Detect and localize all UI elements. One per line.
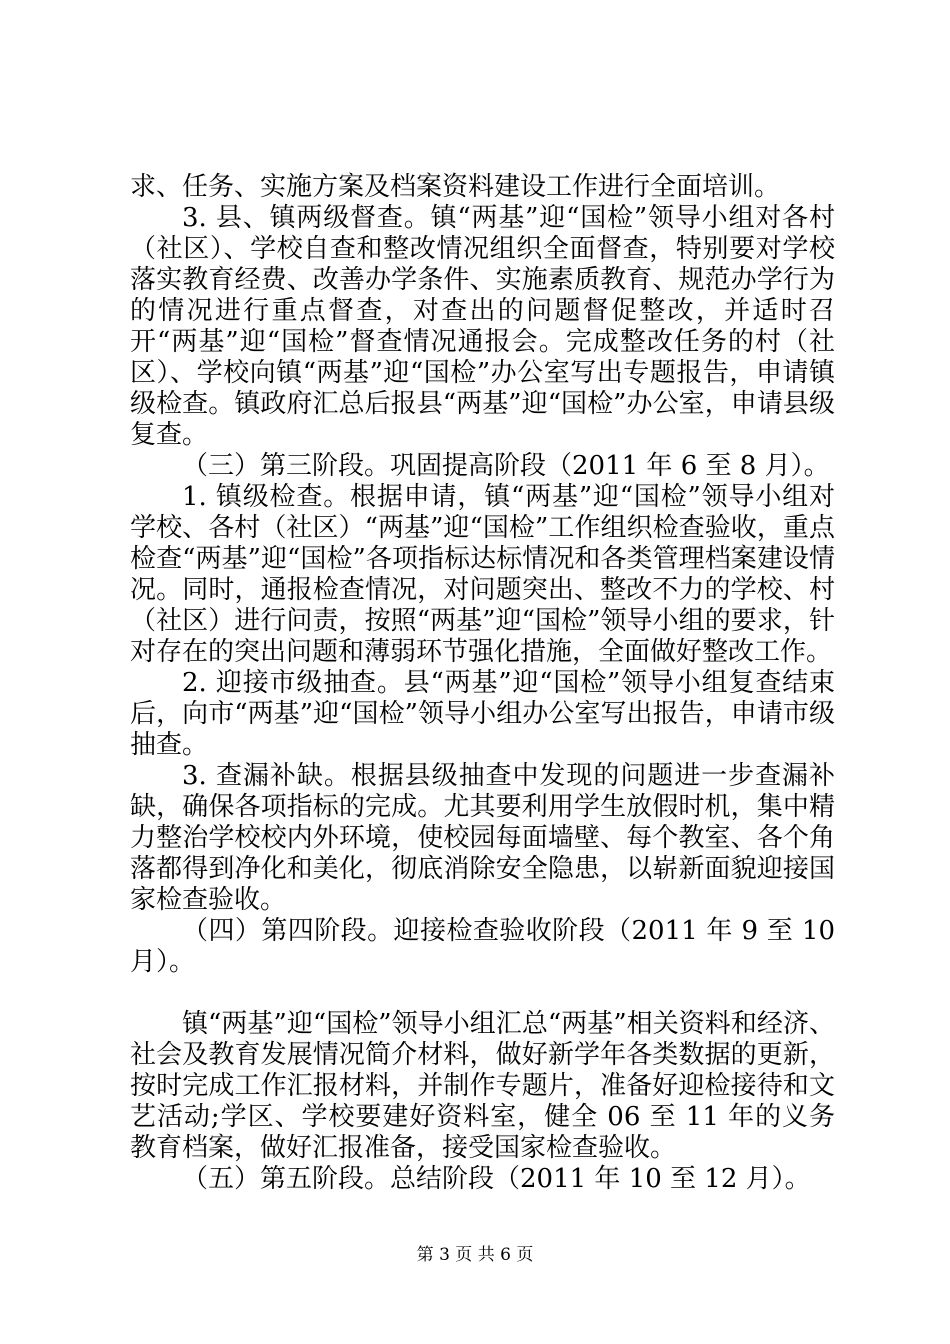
- section-heading-stage-5: （五）第五阶段。总结阶段（2011 年 10 至 12 月）。: [182, 1164, 811, 1194]
- section-heading-stage-3: （三）第三阶段。巩固提高阶段（2011 年 6 至 8 月）。: [182, 451, 830, 481]
- paragraph-item-3-fill-gaps: 3. 查漏补缺。根据县级抽查中发现的问题进一步查漏补缺，确保各项指标的完成。尤其要利用学生放假时机，集中精力整治学校校内外环境，使校园每面墙壁、每个教室、各个角落都得到净化和美化，彻底消除安全隐患，以崭新面貌迎接国家检查验收。: [130, 761, 835, 915]
- paragraph-item-3-county-town-inspection: 3. 县、镇两级督查。镇“两基”迎“国检”领导小组对各村（社区）、学校自查和整改情况组织全面督查，特别要对学校落实教育经费、改善办学条件、实施素质教育、规范办学行为的情况进行重点督查，对查出的问题督促整改，并适时召开“两基”迎“国检”督查情况通报会。完成整改任务的村（社区）、学校向镇“两基”迎“国检”办公室写出专题报告，申请镇级检查。镇政府汇总后报县“两基”迎“国检”办公室，申请县级复查。: [130, 203, 835, 450]
- document-body: [130, 172, 835, 1195]
- paragraph-item-1-town-inspection: 1. 镇级检查。根据申请，镇“两基”迎“国检”领导小组对学校、各村（社区）“两基”迎“国检”工作组织检查验收，重点检查“两基”迎“国检”各项指标达标情况和各类管理档案建设情况。同时，通报检查情况，对问题突出、整改不力的学校、村（社区）进行问责，按照“两基”迎“国检”领导小组的要求，针对存在的突出问题和薄弱环节强化措施，全面做好整改工作。: [130, 482, 835, 667]
- paragraph-continuation: 求、任务、实施方案及档案资料建设工作进行全面培训。: [130, 172, 781, 202]
- paragraph-stage-4-body: 镇“两基”迎“国检”领导小组汇总“两基”相关资料和经济、社会及教育发展情况简介材料，做好新学年各类数据的更新，按时完成工作汇报材料，并制作专题片，准备好迎检接待和文艺活动;学区、学校要建好资料室，健全 06 至 11 年的义务教育档案，做好汇报准备，接受国家检查验收。: [130, 1009, 835, 1163]
- page-number-footer: 第 3 页 共 6 页: [416, 1245, 534, 1265]
- paragraph-item-2-city-spot-check: 2. 迎接市级抽查。县“两基”迎“国检”领导小组复查结束后，向市“两基”迎“国检”领导小组办公室写出报告，申请市级抽查。: [130, 668, 835, 760]
- section-heading-stage-4: （四）第四阶段。迎接检查验收阶段（2011 年 9 至 10 月）。: [130, 916, 835, 977]
- paragraph-gap: [130, 978, 835, 1009]
